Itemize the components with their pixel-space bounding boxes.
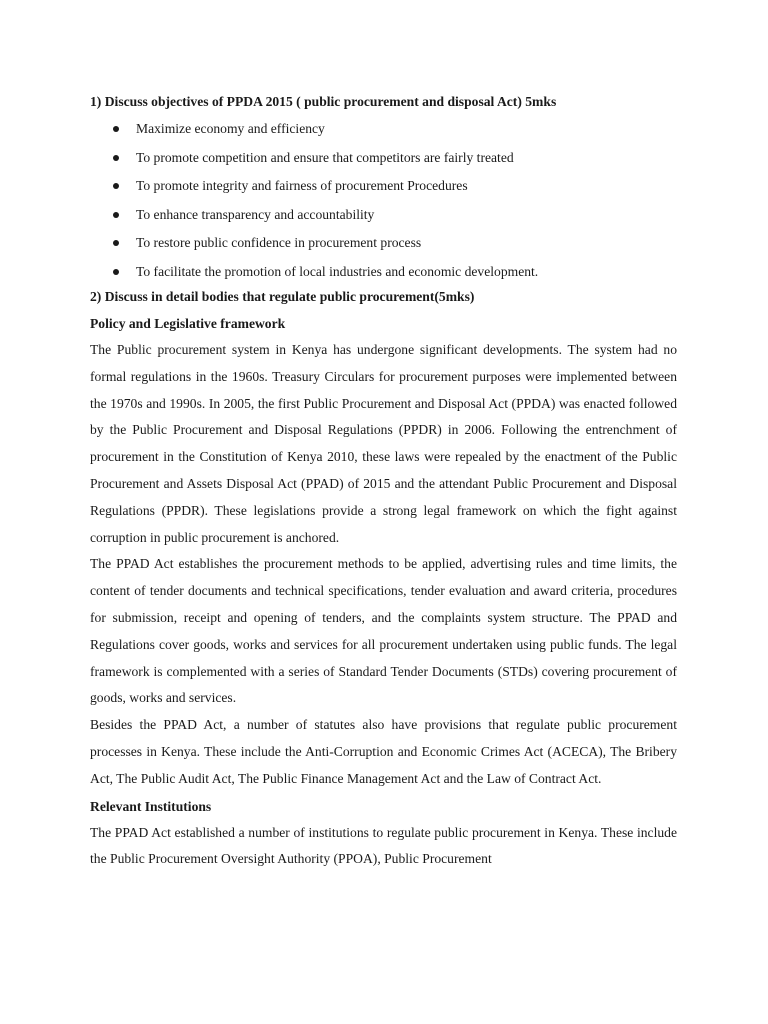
question-1-title: 1) Discuss objectives of PPDA 2015 ( public procurement and disposal Act) 5mks: [90, 94, 557, 109]
policy-paragraph-3: Besides the PPAD Act, a number of statutes also have provisions that regulate public procurement processes in Kenya. These include the Anti-Corruption and Economic Crimes Act (ACECA), The Bribery Act, The Public Audit Act, The Public Finance Management Act and the Law of Contract Act.: [90, 717, 677, 786]
bullet-icon: [113, 212, 119, 218]
policy-heading: Policy and Legislative framework: [90, 316, 286, 331]
list-item: [90, 172, 677, 201]
bullet-icon: [113, 126, 119, 132]
list-item: [90, 201, 677, 230]
list-item-text: To promote competition and ensure that competitors are fairly treated: [136, 149, 514, 165]
document-page: [90, 89, 677, 873]
list-item-text: To restore public confidence in procurement process: [136, 235, 422, 250]
list-item: [90, 229, 677, 258]
institutions-heading: Relevant Institutions: [90, 798, 212, 814]
bullet-icon: [113, 240, 119, 246]
institutions-paragraph: The PPAD Act established a number of institutions to regulate public procurement in Kenya. These include the Public Procurement Oversight Authority (PPOA), Public Procurement: [90, 824, 677, 867]
bullet-icon: [113, 155, 119, 161]
objectives-list: [90, 115, 677, 286]
list-item-text: To promote integrity and fairness of procurement Procedures: [136, 178, 468, 193]
policy-paragraph-1: The Public procurement system in Kenya has undergone significant developments. The system had no formal regulations in the 1960s. Treasury Circulars for procurement purposes were implemented between the 1970s and 1990s. In 2005, the first Public Procurement and Disposal Act (PPDA) was enacted followed by the Public Procurement and Disposal Regulations (PPDR) in 2006. Following the entrenchment of procurement in the Constitution of Kenya 2010, these laws were repealed by the enactment of the Public Procurement and Assets Disposal Act (PPAD) of 2015 and the attendant Public Procurement and Disposal Regulations (PPDR). These legislations provide a strong legal framework on which the fight against corruption in public procurement is anchored.: [90, 342, 677, 545]
list-item-text: To facilitate the promotion of local industries and economic development.: [136, 263, 539, 279]
list-item: [90, 144, 677, 173]
policy-paragraph-2: The PPAD Act establishes the procurement methods to be applied, advertising rules and time limits, the content of tender documents and technical specifications, tender evaluation and award criteria, procedures for submission, receipt and opening of tenders, and the complaints system structure. The PPAD and Regulations cover goods, works and services for all procurement undertaken using public funds. The legal framework is complemented with a series of Standard Tender Documents (STDs) covering procurement of goods, works and services.: [90, 556, 677, 706]
list-item: [90, 258, 677, 287]
list-item-text: Maximize economy and efficiency: [136, 121, 325, 136]
list-item-text: To enhance transparency and accountability: [136, 206, 375, 222]
bullet-icon: [113, 183, 119, 189]
bullet-icon: [113, 269, 119, 275]
list-item: [90, 115, 677, 144]
question-2-title: 2) Discuss in detail bodies that regulate public procurement(5mks): [90, 289, 475, 304]
